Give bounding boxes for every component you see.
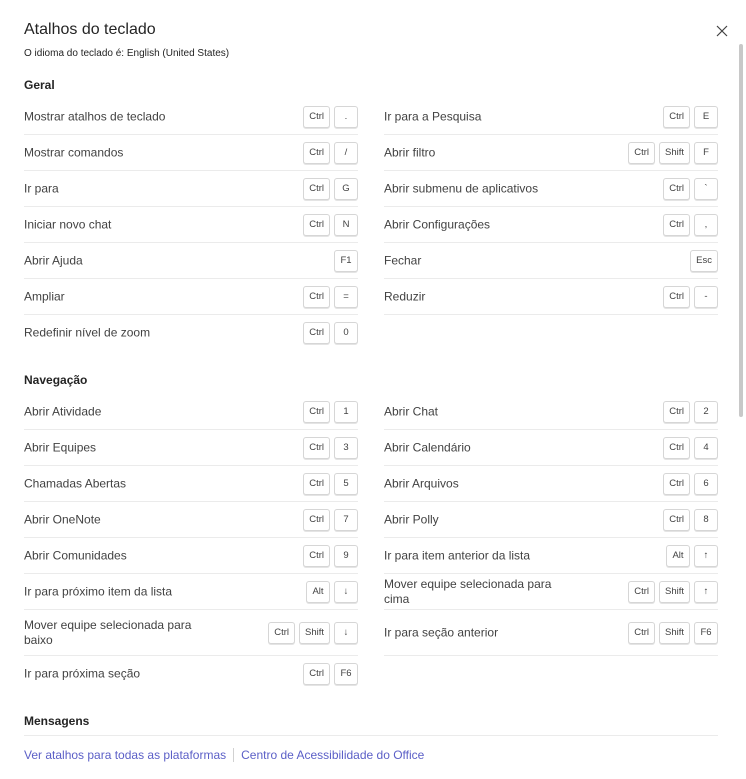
key-cap: Ctrl [663,214,690,236]
shortcut-label: Ir para a Pesquisa [384,109,482,123]
shortcut-row [384,243,718,279]
key-cap: Shift [659,622,690,644]
shortcut-row [384,610,718,656]
shortcut-keys [303,401,358,423]
key-cap: Ctrl [303,286,330,308]
section-title-navegacao: Navegação [24,373,88,387]
key-cap: - [694,286,718,308]
shortcut-row [384,574,718,610]
shortcut-keys [628,142,718,164]
shortcut-keys [303,106,358,128]
shortcut-label: Ir para seção anterior [384,625,499,639]
key-cap: 7 [334,509,358,531]
accessibility-center-link[interactable]: Centro de Acessibilidade do Office [241,748,425,762]
shortcut-label: Ir para item anterior da lista [384,548,531,562]
shortcut-keys [306,581,358,603]
footer-divider [24,735,718,736]
shortcut-label: Fechar [384,253,422,267]
shortcut-keys [303,545,358,567]
key-cap: ↑ [694,581,718,603]
shortcut-keys [628,581,718,603]
key-cap: Ctrl [628,581,655,603]
shortcut-keys [628,622,718,644]
key-cap: Ctrl [303,214,330,236]
key-cap: Ctrl [663,437,690,459]
key-cap: Ctrl [663,473,690,495]
key-cap: 9 [334,545,358,567]
shortcut-label: Abrir Calendário [384,440,471,454]
shortcut-row [24,394,358,430]
shortcut-label: Redefinir nível de zoom [24,325,151,339]
shortcut-row [384,207,718,243]
shortcut-keys [663,509,718,531]
all-platforms-link[interactable]: Ver atalhos para todas as plataformas [24,748,227,762]
key-cap: Ctrl [663,401,690,423]
key-cap: Ctrl [303,663,330,685]
scrollbar-thumb[interactable] [739,44,743,417]
shortcut-keys [663,178,718,200]
key-cap: Ctrl [663,286,690,308]
key-cap: G [334,178,358,200]
key-cap: Shift [659,142,690,164]
shortcut-row [384,135,718,171]
key-cap: Ctrl [303,106,330,128]
key-cap: Alt [666,545,690,567]
key-cap: 6 [694,473,718,495]
key-cap: Shift [299,622,330,644]
key-cap: Ctrl [303,401,330,423]
shortcut-label: Mostrar atalhos de teclado [24,109,166,123]
key-cap: F [694,142,718,164]
shortcut-keys [663,106,718,128]
key-cap: 3 [334,437,358,459]
section-title-geral: Geral [24,78,55,92]
shortcut-row [24,279,358,315]
shortcut-label: Mover equipe selecionada para cima [384,576,552,606]
key-cap: ` [694,178,718,200]
key-cap: Ctrl [628,622,655,644]
key-cap: F1 [334,250,358,272]
geral-right-column [384,99,718,315]
key-cap: 8 [694,509,718,531]
shortcut-label: Ir para próxima seção [24,666,141,680]
footer-links [24,748,424,762]
shortcut-keys [334,250,358,272]
shortcut-keys [663,473,718,495]
key-cap: Ctrl [663,106,690,128]
shortcut-row [24,207,358,243]
key-cap: Ctrl [303,437,330,459]
shortcut-label: Reduzir [384,289,426,303]
shortcut-row [384,171,718,207]
shortcut-row [384,99,718,135]
key-cap: F6 [694,622,718,644]
shortcut-row [24,430,358,466]
shortcut-row [24,656,358,691]
shortcut-label: Ir para próximo item da lista [24,584,173,598]
key-cap: ↑ [694,545,718,567]
shortcut-keys [663,286,718,308]
shortcut-keys [303,286,358,308]
shortcut-label: Mover equipe selecionada para baixo [24,617,192,647]
shortcut-label: Iniciar novo chat [24,217,112,231]
key-cap: Ctrl [628,142,655,164]
key-cap: ↓ [334,581,358,603]
shortcut-row [24,99,358,135]
shortcut-row [384,466,718,502]
shortcut-label: Abrir OneNote [24,512,101,526]
shortcut-row [384,502,718,538]
shortcut-keys [303,509,358,531]
shortcut-keys [303,663,358,685]
shortcut-label: Abrir filtro [384,145,436,159]
shortcut-keys [303,178,358,200]
key-cap: 4 [694,437,718,459]
shortcut-label: Abrir submenu de aplicativos [384,181,539,195]
shortcut-row [384,394,718,430]
shortcut-label: Abrir Equipes [24,440,97,454]
key-cap: Ctrl [268,622,295,644]
shortcut-keys [303,437,358,459]
shortcut-row [24,315,358,350]
shortcut-keys [663,214,718,236]
shortcut-row [24,610,358,656]
key-cap: Ctrl [303,178,330,200]
key-cap: E [694,106,718,128]
shortcut-keys [666,545,718,567]
key-cap: 2 [694,401,718,423]
key-cap: F6 [334,663,358,685]
shortcut-label: Ir para [24,181,59,195]
key-cap: Ctrl [303,142,330,164]
key-cap: / [334,142,358,164]
shortcut-keys [268,622,358,644]
shortcut-label: Abrir Configurações [384,217,491,231]
shortcut-row [24,574,358,610]
shortcut-label: Abrir Chat [384,404,439,418]
key-cap: 5 [334,473,358,495]
shortcut-keys [690,250,718,272]
navegacao-right-column [384,394,718,656]
shortcut-row [24,538,358,574]
shortcut-label: Abrir Polly [384,512,439,526]
shortcut-label: Abrir Atividade [24,404,102,418]
close-icon [713,22,731,40]
shortcut-label: Ampliar [24,289,65,303]
key-cap: 0 [334,322,358,344]
key-cap: Esc [690,250,718,272]
shortcut-row [24,135,358,171]
dialog-title: Atalhos do teclado [24,21,156,38]
link-separator [233,748,234,762]
shortcut-label: Mostrar comandos [24,145,124,159]
close-button[interactable] [713,22,731,40]
shortcut-label: Chamadas Abertas [24,476,127,490]
shortcut-keys [303,142,358,164]
key-cap: 1 [334,401,358,423]
shortcut-keys [663,401,718,423]
key-cap: Shift [659,581,690,603]
keyboard-language-text: O idioma do teclado é: English (United States) [24,48,230,59]
shortcut-keys [663,437,718,459]
key-cap: Alt [306,581,330,603]
section-title-mensagens: Mensagens [24,714,90,728]
key-cap: Ctrl [303,322,330,344]
key-cap: Ctrl [663,178,690,200]
key-cap: Ctrl [303,509,330,531]
key-cap: N [334,214,358,236]
shortcut-row [24,502,358,538]
shortcut-label: Abrir Comunidades [24,548,127,562]
key-cap: . [334,106,358,128]
navegacao-left-column [24,394,358,691]
shortcut-row [24,171,358,207]
shortcut-row [24,466,358,502]
key-cap: Ctrl [663,509,690,531]
shortcut-keys [303,214,358,236]
shortcut-keys [303,322,358,344]
key-cap: Ctrl [303,545,330,567]
shortcut-row [24,243,358,279]
key-cap: = [334,286,358,308]
key-cap: Ctrl [303,473,330,495]
shortcut-label: Abrir Ajuda [24,253,83,267]
key-cap: ↓ [334,622,358,644]
shortcut-row [384,430,718,466]
shortcut-label: Abrir Arquivos [384,476,459,490]
geral-left-column [24,99,358,350]
shortcut-row [384,279,718,315]
key-cap: , [694,214,718,236]
shortcut-row [384,538,718,574]
shortcut-keys [303,473,358,495]
